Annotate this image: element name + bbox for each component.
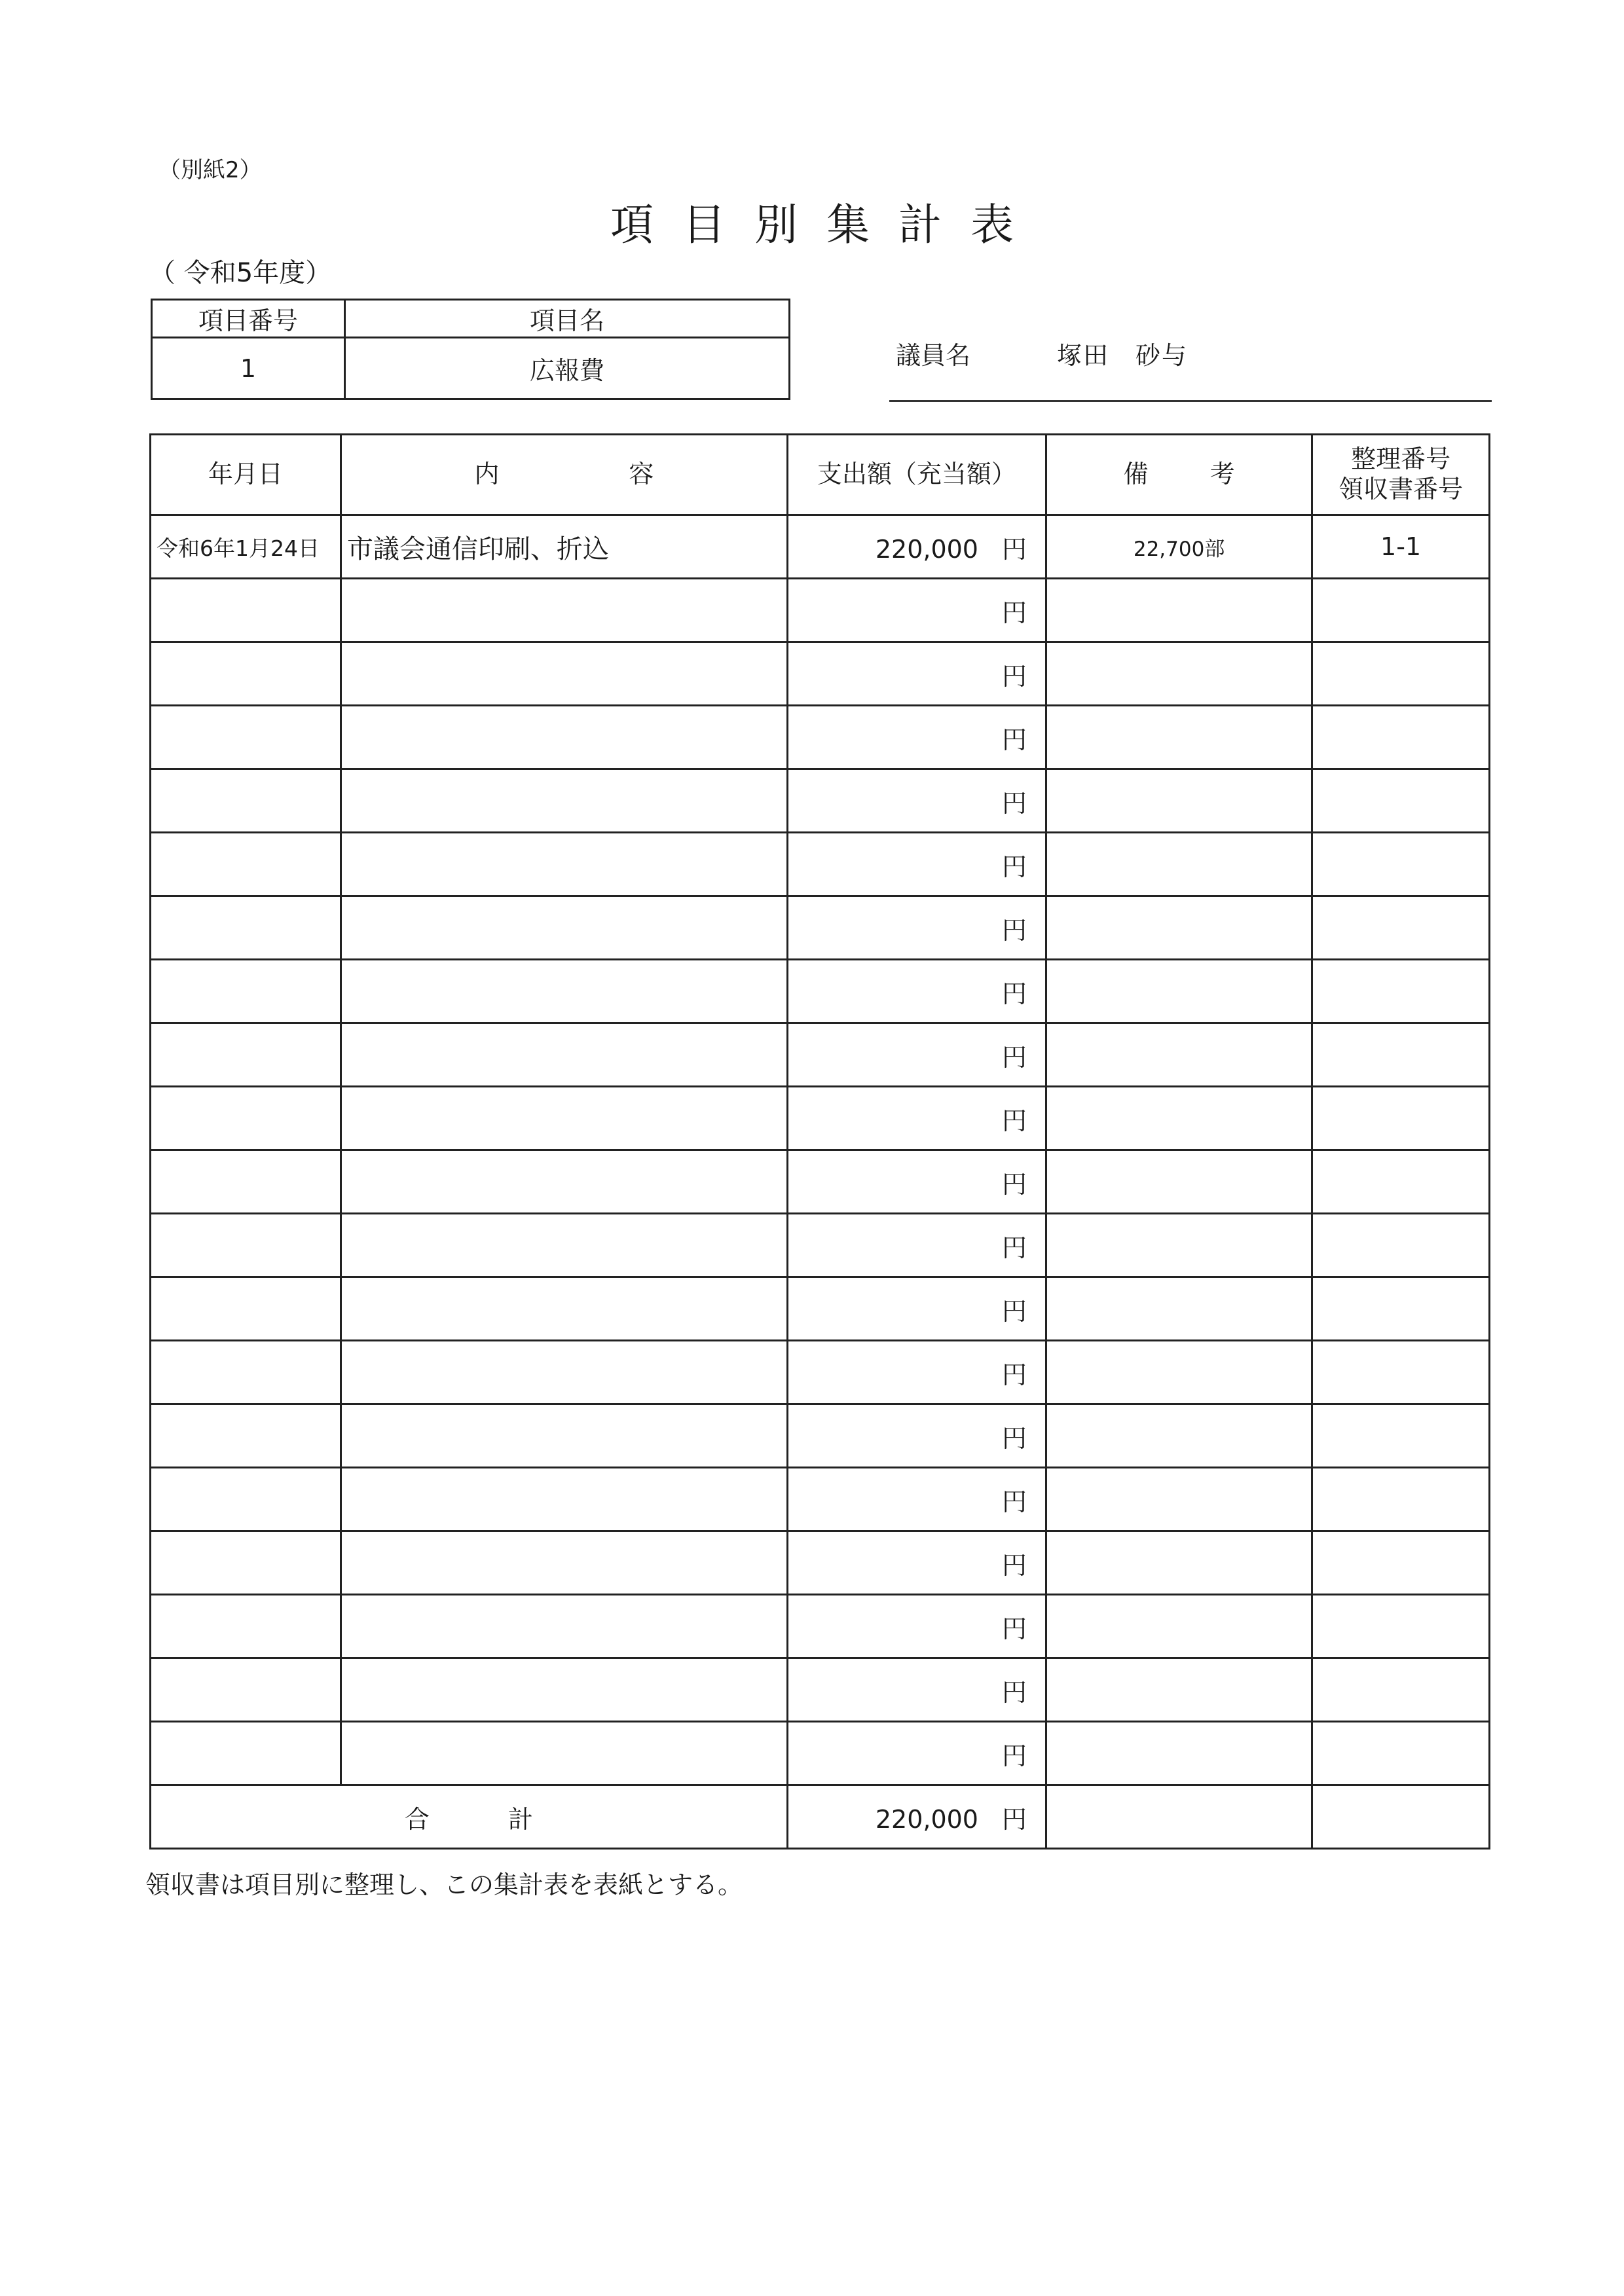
table-row [151, 579, 1490, 642]
row-content [341, 960, 787, 1023]
row-date [151, 960, 341, 1023]
row-amount: 円 [787, 960, 1046, 1023]
total-amount: 220,000 円 [787, 1785, 1046, 1849]
row-amount: 円 [787, 1722, 1046, 1785]
row-number [1312, 1277, 1490, 1341]
row-content [341, 579, 787, 642]
row-content [341, 1214, 787, 1277]
row-content [341, 769, 787, 833]
item-name-value: 広報費 [345, 338, 790, 399]
table-row [151, 642, 1490, 706]
row-note [1046, 1150, 1312, 1214]
row-amount: 円 [787, 1023, 1046, 1087]
table-row [151, 769, 1490, 833]
table-header-row [151, 435, 1490, 515]
row-date [151, 1468, 341, 1531]
row-date [151, 1658, 341, 1722]
row-amount: 円 [787, 1150, 1046, 1214]
page-title: 項目別集計表 [610, 200, 1043, 250]
row-content [341, 1531, 787, 1595]
item-name-header: 項目名 [345, 300, 790, 338]
header-content: 内 容 [341, 435, 787, 515]
row-number [1312, 1150, 1490, 1214]
table-row [151, 1087, 1490, 1150]
row-number [1312, 896, 1490, 960]
row-note [1046, 1658, 1312, 1722]
item-number-value: 1 [152, 338, 345, 399]
table-row [151, 515, 1490, 579]
header-number: 整理番号 領収書番号 [1312, 435, 1490, 515]
row-content [341, 896, 787, 960]
table-row [151, 706, 1490, 769]
row-number [1312, 960, 1490, 1023]
row-amount: 円 [787, 1404, 1046, 1468]
row-content [341, 1468, 787, 1531]
row-number [1312, 833, 1490, 896]
row-number [1312, 579, 1490, 642]
row-number: 1-1 [1312, 515, 1490, 579]
row-content [341, 1023, 787, 1087]
row-note [1046, 1722, 1312, 1785]
row-amount: 円 [787, 1277, 1046, 1341]
table-row [151, 1214, 1490, 1277]
table-row [151, 1023, 1490, 1087]
row-date [151, 1277, 341, 1341]
row-number [1312, 1214, 1490, 1277]
row-amount: 円 [787, 1531, 1046, 1595]
row-amount: 円 [787, 579, 1046, 642]
footnote: 領収書は項目別に整理し、この集計表を表紙とする。 [145, 1870, 743, 1899]
row-number [1312, 1023, 1490, 1087]
row-note [1046, 579, 1312, 642]
row-note [1046, 960, 1312, 1023]
row-date [151, 642, 341, 706]
row-date [151, 1087, 341, 1150]
row-content [341, 1595, 787, 1658]
row-date: 令和6年1月24日 [151, 515, 341, 579]
row-amount: 円 [787, 1468, 1046, 1531]
row-note [1046, 896, 1312, 960]
header-amount: 支出額（充当額） [787, 435, 1046, 515]
row-date [151, 1722, 341, 1785]
row-content [341, 1722, 787, 1785]
item-info-table [151, 299, 790, 400]
row-date [151, 1531, 341, 1595]
row-amount: 円 [787, 1341, 1046, 1404]
row-amount: 円 [787, 1595, 1046, 1658]
row-date [151, 1023, 341, 1087]
table-row [151, 1150, 1490, 1214]
row-note [1046, 1531, 1312, 1595]
item-number-header: 項目番号 [152, 300, 345, 338]
row-content [341, 642, 787, 706]
row-number [1312, 1595, 1490, 1658]
row-date [151, 1214, 341, 1277]
row-date [151, 1404, 341, 1468]
row-content [341, 1658, 787, 1722]
row-amount: 円 [787, 833, 1046, 896]
table-row [151, 1404, 1490, 1468]
row-note [1046, 1404, 1312, 1468]
row-content [341, 706, 787, 769]
row-note: 22,700部 [1046, 515, 1312, 579]
row-content: 市議会通信印刷、折込 [341, 515, 787, 579]
row-number [1312, 1087, 1490, 1150]
fiscal-year: （ 令和5年度） [149, 258, 332, 288]
row-date [151, 706, 341, 769]
row-number [1312, 1722, 1490, 1785]
row-date [151, 896, 341, 960]
row-amount: 円 [787, 706, 1046, 769]
row-note [1046, 1087, 1312, 1150]
row-number [1312, 1341, 1490, 1404]
total-number [1312, 1785, 1490, 1849]
row-number [1312, 642, 1490, 706]
row-number [1312, 769, 1490, 833]
total-note [1046, 1785, 1312, 1849]
row-amount: 円 [787, 896, 1046, 960]
row-number [1312, 1658, 1490, 1722]
attachment-label: （別紙2） [158, 157, 262, 183]
row-date [151, 1150, 341, 1214]
row-content [341, 1150, 787, 1214]
total-label: 合計 [151, 1785, 788, 1849]
table-row [151, 1658, 1490, 1722]
row-date [151, 579, 341, 642]
row-amount: 円 [787, 642, 1046, 706]
table-row [151, 1277, 1490, 1341]
row-number [1312, 1531, 1490, 1595]
row-content [341, 1087, 787, 1150]
row-number [1312, 1404, 1490, 1468]
table-row [151, 896, 1490, 960]
row-date [151, 833, 341, 896]
row-note [1046, 1023, 1312, 1087]
table-row [151, 1468, 1490, 1531]
member-underline [889, 400, 1492, 402]
row-note [1046, 1341, 1312, 1404]
expense-table [149, 433, 1490, 1850]
table-row [151, 1341, 1490, 1404]
total-row [151, 1785, 1490, 1849]
header-note: 備 考 [1046, 435, 1312, 515]
row-note [1046, 1214, 1312, 1277]
row-note [1046, 642, 1312, 706]
header-date: 年月日 [151, 435, 341, 515]
row-note [1046, 833, 1312, 896]
table-row [151, 833, 1490, 896]
row-date [151, 1341, 341, 1404]
row-content [341, 1341, 787, 1404]
row-amount: 円 [787, 1087, 1046, 1150]
row-amount: 円 [787, 769, 1046, 833]
row-amount: 220,000 円 [787, 515, 1046, 579]
row-note [1046, 706, 1312, 769]
table-row [151, 1595, 1490, 1658]
row-content [341, 833, 787, 896]
row-date [151, 1595, 341, 1658]
row-date [151, 769, 341, 833]
table-row [151, 1531, 1490, 1595]
table-row [151, 960, 1490, 1023]
row-note [1046, 769, 1312, 833]
member-label: 議員名 [896, 341, 971, 370]
row-content [341, 1277, 787, 1341]
row-amount: 円 [787, 1658, 1046, 1722]
row-number [1312, 1468, 1490, 1531]
row-content [341, 1404, 787, 1468]
row-note [1046, 1277, 1312, 1341]
row-note [1046, 1595, 1312, 1658]
table-row [151, 1722, 1490, 1785]
member-name: 塚田 砂与 [1057, 341, 1189, 370]
row-number [1312, 706, 1490, 769]
row-note [1046, 1468, 1312, 1531]
row-amount: 円 [787, 1214, 1046, 1277]
